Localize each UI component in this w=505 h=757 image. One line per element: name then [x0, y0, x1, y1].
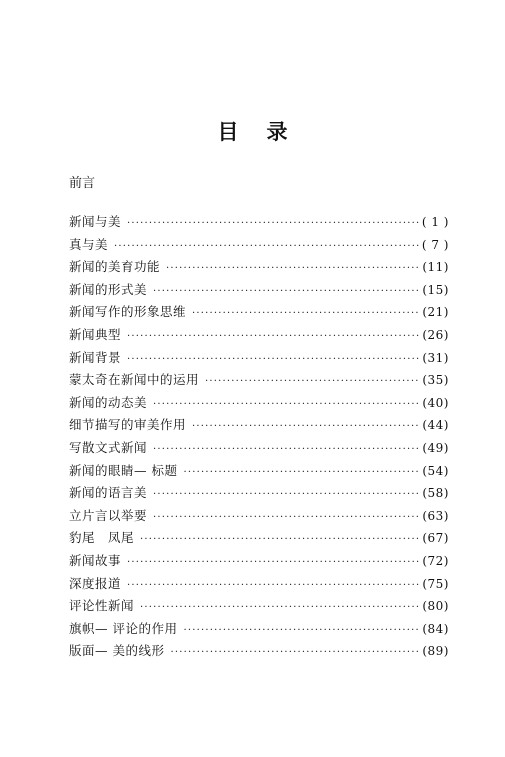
- dot-leader: [192, 416, 419, 439]
- toc-entry-label: 新闻的美育功能: [69, 259, 161, 275]
- toc-entry-label: 细节描写的审美作用: [69, 417, 187, 433]
- toc-entry: [69, 392, 449, 415]
- toc-entry-label: 版面— 美的线形: [69, 643, 165, 659]
- toc-entry-page: (84): [422, 621, 449, 636]
- dot-leader: [140, 529, 419, 552]
- dot-leader: [140, 597, 419, 620]
- dot-leader: [114, 236, 419, 259]
- dot-leader: [153, 507, 419, 530]
- dot-leader: [170, 642, 419, 665]
- toc-entry: [69, 640, 449, 663]
- dot-leader: [127, 326, 419, 349]
- toc-entry-page: (89): [422, 644, 449, 659]
- toc-entry-page: (54): [422, 463, 449, 478]
- toc-entry: [69, 595, 449, 618]
- dot-leader: [153, 281, 419, 304]
- toc-entry-label: 蒙太奇在新闻中的运用: [69, 372, 200, 388]
- toc-entry-page: (35): [422, 373, 449, 388]
- toc-entry-page: (11): [422, 260, 449, 275]
- toc-entry-label: 立片言以举要: [69, 507, 148, 523]
- toc-entry-label: 旗帜— 评论的作用: [69, 620, 178, 636]
- toc-entry: [69, 234, 449, 257]
- toc-entry: [69, 256, 449, 279]
- toc-entry-page: ( 1 ): [421, 215, 449, 229]
- toc-entry: [69, 482, 449, 505]
- toc-entry-label: 豹尾 凤尾: [69, 530, 135, 546]
- toc-list: [69, 211, 449, 663]
- dot-leader: [153, 484, 419, 507]
- toc-entry: [69, 505, 449, 528]
- toc-entry-page: (31): [422, 350, 449, 365]
- toc-entry-page: (21): [422, 305, 449, 320]
- dot-leader: [205, 371, 419, 394]
- toc-entry-page: ( 7 ): [421, 237, 449, 252]
- dot-leader: [166, 258, 419, 281]
- page-title: [0, 116, 505, 146]
- toc-entry-label: 深度报道: [69, 575, 122, 591]
- toc-entry-page: (15): [422, 282, 449, 297]
- toc-entry-label: 新闻典型: [69, 326, 122, 342]
- dot-leader: [127, 575, 419, 598]
- toc-entry-label: 新闻背景: [69, 349, 122, 365]
- toc-entry-page: (49): [422, 440, 449, 455]
- toc-entry: [69, 527, 449, 550]
- toc-entry-label: 新闻的眼睛— 标题: [69, 462, 178, 478]
- dot-leader: [192, 303, 419, 326]
- toc-entry-label: 新闻的形式美: [69, 281, 148, 297]
- toc-entry: [69, 414, 449, 437]
- toc-entry-label: 写散文式新闻: [69, 439, 148, 455]
- toc-entry-page: (67): [422, 531, 449, 546]
- toc-entry-page: (58): [422, 486, 449, 501]
- dot-leader: [183, 462, 419, 485]
- toc-entry: [69, 437, 449, 460]
- toc-entry-label: 新闻与美: [69, 214, 122, 229]
- toc-entry-label: 新闻的语言美: [69, 485, 148, 501]
- toc-entry-page: (63): [422, 508, 449, 523]
- toc-entry-page: (44): [422, 418, 449, 433]
- toc-entry-page: (75): [422, 576, 449, 591]
- toc-entry: [69, 347, 449, 370]
- toc-entry: [69, 211, 449, 234]
- toc-entry: [69, 324, 449, 347]
- toc-entry: [69, 460, 449, 483]
- dot-leader: [153, 394, 419, 417]
- toc-entry: [69, 550, 449, 573]
- preface-heading: 前言: [69, 176, 96, 191]
- toc-entry: [69, 279, 449, 302]
- toc-entry: [69, 618, 449, 641]
- dot-leader: [127, 349, 419, 372]
- toc-entry-label: 评论性新闻: [69, 598, 135, 614]
- dot-leader: [183, 620, 419, 643]
- dot-leader: [153, 439, 419, 462]
- toc-entry-label: 新闻故事: [69, 552, 122, 568]
- title-char-2: 录: [266, 120, 288, 144]
- toc-entry-page: (26): [422, 327, 449, 342]
- title-char-1: 目: [217, 120, 239, 144]
- toc-entry-label: 新闻的动态美: [69, 394, 148, 410]
- toc-entry-label: 真与美: [69, 236, 109, 252]
- toc-entry-label: 新闻写作的形象思维: [69, 304, 187, 320]
- toc-entry: [69, 369, 449, 392]
- dot-leader: [127, 552, 419, 575]
- toc-entry-page: (72): [422, 553, 449, 568]
- toc-entry-page: (40): [422, 395, 449, 410]
- toc-entry: [69, 573, 449, 596]
- dot-leader: [127, 213, 419, 236]
- toc-entry-page: (80): [422, 599, 449, 614]
- toc-entry: [69, 301, 449, 324]
